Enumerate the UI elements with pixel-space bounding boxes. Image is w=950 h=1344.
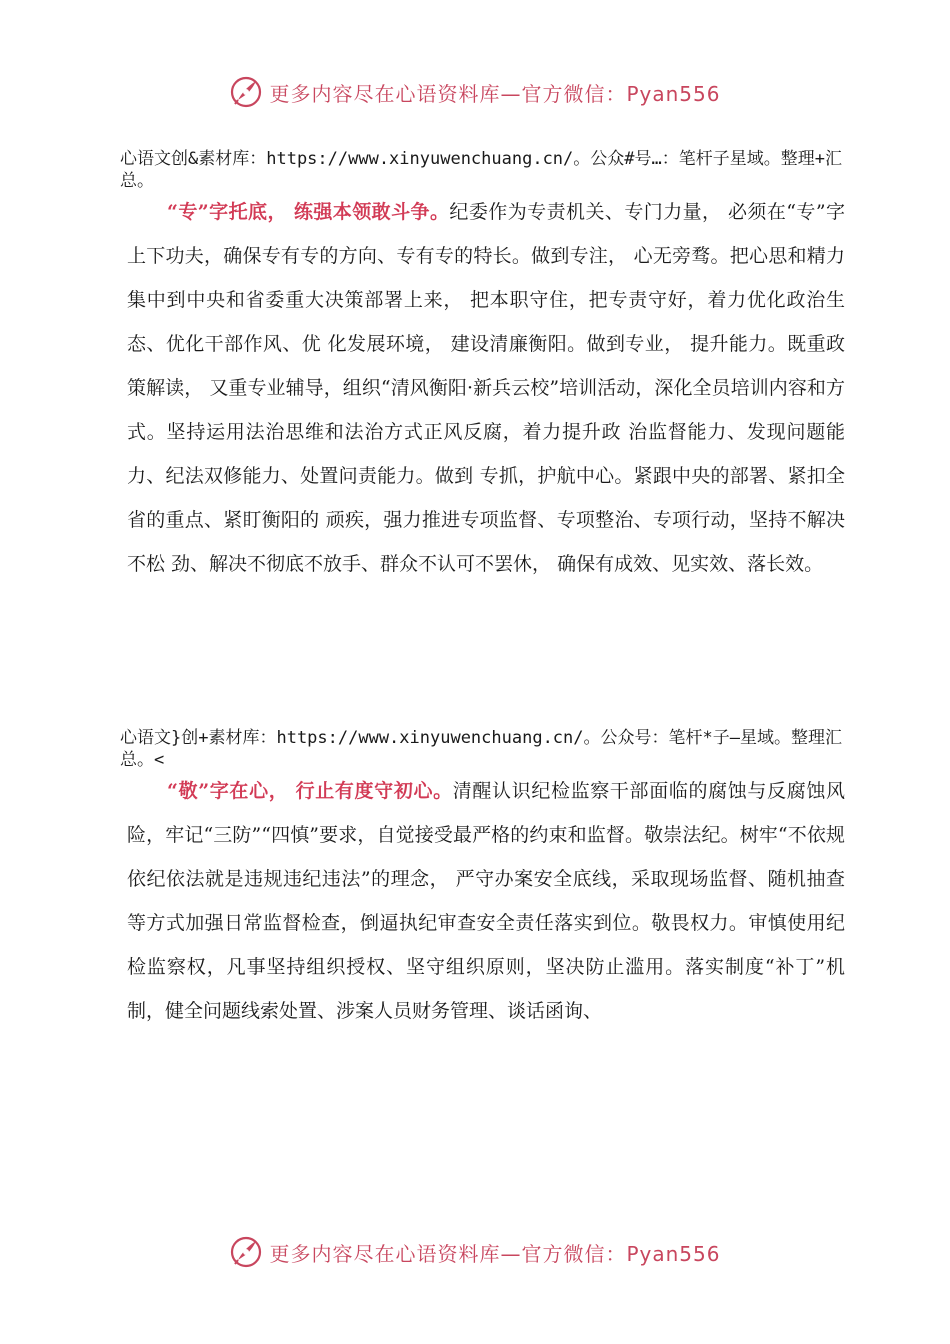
- quill-logo-icon: [229, 1235, 263, 1269]
- footer-banner: [0, 1230, 950, 1274]
- paragraph-2-body: 清醒认识纪检监察干部面临的腐蚀与反腐蚀风险，牢记“三防”“四慎”要求，自觉接受最严格的约束和监督。敬崇法纪。树牢“不依规依纪依法就是违规违纪违法”的理念， 严守办案安全底线，采取现场监督、随机抽查等方式加强日常监督检查，倒逼执纪审查安全责任落实到位。敬畏权力。审慎使用纪检监察权，凡事坚持组织授权、坚守组织原则，坚决防止滥用。落实制度“补丁”机制，健全问题线索处置、涉案人员财务管理、谈话函询、: [127, 780, 845, 1022]
- paragraph-1: [120, 190, 845, 586]
- section-1: [120, 148, 845, 586]
- source-line-2: 心语文}创+素材库：https://www.xinyuwenchuang.cn/。公众号：笔杆*子—星域。整理汇总。<: [120, 728, 842, 770]
- paragraph-2: [120, 769, 845, 1033]
- paragraph-2-lead: “敬”字在心， 行止有度守初心。: [167, 780, 453, 802]
- source-line-1: 心语文创&素材库：https://www.xinyuwenchuang.cn/。公众#号…：笔杆子星域。整理+汇总。: [120, 149, 842, 191]
- paragraph-1-lead: “专”字托底， 练强本领敢斗争。: [167, 201, 450, 223]
- paragraph-1-body: 纪委作为专责机关、专门力量， 必须在“专”字上下功夫，确保专有专的方向、专有专的特长。做到专注， 心无旁骛。把心思和精力集中到中央和省委重大决策部署上来， 把本职守住，把专责守好，着力优化政治生态、优化干部作风、优 化发展环境， 建设清廉衡阳。做到专业， 提升能力。既重政策解读， 又重专业辅导，组织“清风衡阳·新兵云校”培训活动，深化全员培训内容和方式。坚持运用法治思维和法治方式正风反腐，着力提升政 治监督能力、发现问题能力、纪法双修能力、处置问责能力。做到 专抓，护航中心。紧跟中央的部署、紧扣全省的重点、紧盯衡阳的 顽疾，强力推进专项监督、专项整治、专项行动，坚持不解决不松 劲、解决不彻底不放手、群众不认可不罢休， 确保有成效、见实效、落长效。: [127, 201, 845, 575]
- header-banner: [0, 70, 950, 114]
- header-banner-text: 更多内容尽在心语资料库—官方微信：Pyan556: [269, 81, 721, 106]
- footer-banner-text: 更多内容尽在心语资料库—官方微信：Pyan556: [269, 1241, 721, 1266]
- section-2: [120, 727, 845, 1033]
- quill-logo-icon: [229, 75, 263, 109]
